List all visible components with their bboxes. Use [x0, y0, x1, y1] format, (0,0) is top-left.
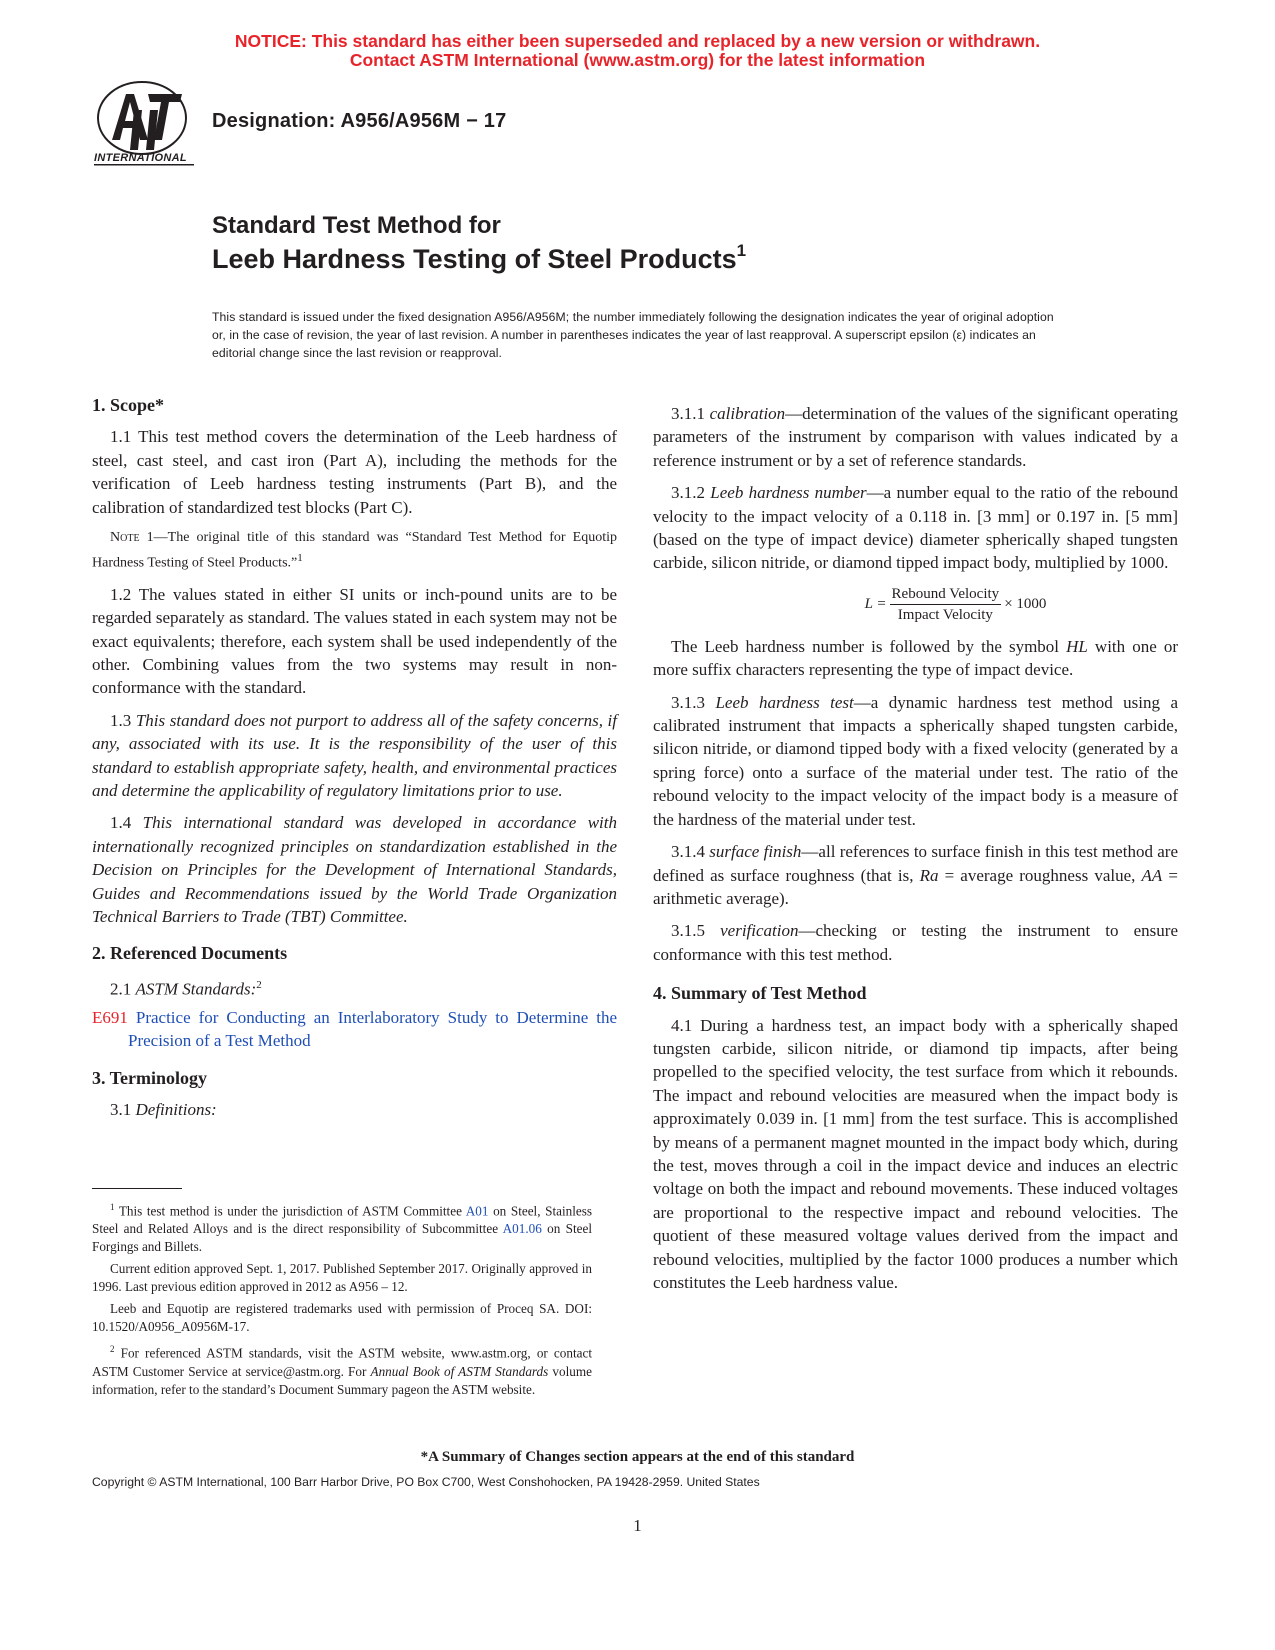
def-3-1-5-num: 3.1.5: [671, 921, 721, 941]
title-line-1: Standard Test Method for: [212, 212, 501, 239]
para-4-1: 4.1 During a hardness test, an impact body with a spherically shaped tungsten carbide, silicon nitride, or diamond tip impacts, after being propelled to the specified velocity, the test surface from which it rebounds. The impact and rebound velocities are measured when the impact body is approximately 0.039 in. [1 mm] from the test surface. This is accomplished by means of a permanent magnet mounted in the impact body which, during the test, moves through a coil in the impact device and induces an electric voltage on both the impact and rebound movements. These induced voltages are proportional to the respective impact and rebound velocities. The quotient of these measured voltage values derived from the impact and rebound velocities, multiplied by the factor 1000 produces a number which constitutes the Leeb hardness value.: [653, 1015, 1178, 1292]
def-3-1-4-text-a: —all references to surface finish in this test method are defined as surface roughness (that is,: [653, 842, 1178, 885]
footnote-1-text-a: This test method is under the jurisdiction of ASTM Committee: [114, 1203, 466, 1219]
para-3-1-text: Definitions:: [135, 1100, 217, 1120]
footnote-1-trademarks: Leeb and Equotip are registered trademarks used with permission of Proceq SA. DOI: 10.1520/A0956_A0956M-17.: [92, 1301, 592, 1335]
equation-lhs: L =: [864, 595, 887, 612]
equation-denominator: Impact Velocity: [897, 606, 993, 623]
left-column: [92, 395, 617, 1130]
title-line-2: [212, 243, 746, 275]
page-number: 1: [633, 1516, 642, 1535]
designation: Designation: A956/A956M − 17: [212, 110, 507, 132]
issuance-statement: This standard is issued under the fixed designation A956/A956M; the number immediately following the designation indicates the year of original adoption or, in the case of revision, the year of last revision. A number in parentheses indicates the year of last reapproval. A superscript epsilon (ε) indicates an editorial change since the last revision or reapproval.: [212, 310, 1054, 360]
footnote-2-marker: 2: [110, 1344, 115, 1355]
def-3-1-2-text: —a number equal to the ratio of the rebound velocity to the impact velocity of a 0.118 in. [3 mm] or 0.197 in. [5 mm] (based on the type of impact device) diameter spherically shaped tungsten carbide, silicon nitride, or diamond tipped impact body, multiplied by 1000.: [653, 483, 1179, 573]
def-3-1-5-term: verification: [720, 921, 799, 941]
def-3-1-5: [653, 919, 1178, 966]
def-3-1-4: [653, 840, 1178, 910]
def-3-1-5-text: —checking or testing the instrument to ensure conformance with this test method.: [653, 921, 1178, 964]
def-3-1-3-num: 3.1.3: [671, 692, 716, 712]
para-1-3: [92, 709, 617, 803]
def-3-1-2-term: Leeb hardness number: [710, 483, 867, 503]
note-1: [92, 528, 617, 574]
footnote-2-italic: Annual Book of ASTM Standards: [370, 1363, 549, 1379]
copyright-line: Copyright © ASTM International, 100 Barr Harbor Drive, PO Box C700, West Conshohocken, PA 19428-2959. United States: [92, 1475, 760, 1489]
para-3-1: [92, 1098, 617, 1121]
para-1-3-num: 1.3: [110, 710, 136, 730]
def-3-1-4-text-c: = arithmetic average).: [653, 865, 1179, 908]
notice-line-1: NOTICE: This standard has either been superseded and replaced by a new version or withdrawn.: [234, 31, 1041, 51]
def-3-1-4-text-b: = average roughness value,: [938, 865, 1142, 885]
hl-pre: The Leeb hardness number is followed by the symbol: [671, 636, 1067, 656]
e691-code-link[interactable]: E691: [92, 1007, 128, 1027]
footnote-1-edition: Current edition approved Sept. 1, 2017. Published September 2017. Originally approved in 1996. Last previous edition approved in 2012 as A956 – 12.: [92, 1261, 592, 1295]
title-text: Leeb Hardness Testing of Steel Products: [212, 244, 737, 274]
section-4-heading: 4. Summary of Test Method: [653, 983, 867, 1004]
reference-e691[interactable]: [92, 1006, 617, 1053]
para-1-2: 1.2 The values stated in either SI units or inch-pound units are to be regarded separately as standard. The values stated in each system may not be exact equivalents; therefore, each system shall be used independently of the other. Combining values from the two systems may result in non-conformance with the standard.: [92, 584, 617, 698]
def-3-1-4-aa: AA: [1141, 865, 1163, 885]
para-2-1: [92, 974, 617, 1001]
footnote-2: [92, 1340, 592, 1398]
summary-of-changes-note: *A Summary of Changes section appears at the end of this standard: [420, 1449, 855, 1465]
footnotes: [92, 1198, 592, 1403]
notice-line-2: Contact ASTM International (www.astm.org) for the latest information: [349, 50, 926, 70]
equation-numerator: Rebound Velocity: [890, 584, 1002, 605]
note-1-text: —The original title of this standard was “Standard Test Method for Equotip Hardness Testing of Steel Products.”: [92, 530, 617, 571]
def-3-1-4-num: 3.1.4: [671, 842, 710, 862]
footnote-2-text-a: For referenced ASTM standards, visit the ASTM website, www.astm.org, or contact ASTM Customer Service at service@astm.org. For: [92, 1345, 592, 1379]
footnote-2-text-b: volume information, refer to the standard’s Document Summary pageon the ASTM website.: [92, 1363, 592, 1397]
note-1-sup: 1: [297, 552, 303, 565]
right-column: [653, 402, 1178, 1303]
supersession-notice: [0, 32, 1275, 70]
footnote-1-text-b: on Steel, Stainless Steel and Related Alloys and is the direct responsibility of Subcommittee: [92, 1203, 592, 1237]
e691-title-link[interactable]: Practice for Conducting an Interlaboratory Study to Determine the Precision of a Test Method: [127, 1007, 617, 1051]
def-3-1-1-term: calibration: [709, 404, 786, 423]
note-1-label: Note 1: [110, 530, 154, 546]
footnote-1: [92, 1198, 592, 1256]
def-3-1-4-ra: Ra: [919, 865, 939, 885]
para-2-1-sup: 2: [256, 978, 262, 991]
def-3-1-2: [653, 481, 1178, 575]
def-3-1-3-term: Leeb hardness test: [715, 692, 854, 712]
section-2-heading: 2. Referenced Documents: [92, 943, 288, 964]
para-2-1-num: 2.1: [110, 979, 136, 999]
committee-a01-link[interactable]: A01: [465, 1203, 489, 1219]
astm-logo: [90, 80, 200, 178]
footnote-divider: [92, 1188, 182, 1189]
subcommittee-a01-06-link[interactable]: A01.06: [502, 1221, 542, 1237]
def-3-1-2-num: 3.1.2: [671, 483, 711, 503]
def-3-1-3: [653, 691, 1178, 831]
def-3-1-1-text: —determination of the values of the significant operating parameters of the instrument by comparison with values indicated by a reference instrument or by a set of reference standards.: [653, 404, 1179, 470]
def-3-1-4-term: surface finish: [709, 842, 802, 862]
hl-post: with one or more suffix characters representing the type of impact device.: [653, 636, 1179, 680]
leeb-equation: [733, 584, 1178, 625]
equation-rhs: × 1000: [1004, 595, 1047, 612]
section-1-heading: 1. Scope*: [92, 395, 164, 415]
def-3-1-3-text: —a dynamic hardness test method using a calibrated instrument that impacts a spherically shaped tungsten carbide, silicon nitride, or diamond tipped body with a fixed velocity (generated by a spring force) onto a surface of the material under test. The ratio of the rebound velocity to the impact velocity of the impact body is a measure of the hardness of the material under test.: [653, 692, 1178, 829]
para-1-3-text: This standard does not purport to address all of the safety concerns, if any, associated with its use. It is the responsibility of the user of this standard to establish appropriate safety, health, and environmental practices and determine the applicability of regulatory limitations prior to use.: [92, 710, 617, 800]
section-3-heading: 3. Terminology: [92, 1067, 208, 1088]
para-1-1: 1.1 This test method covers the determination of the Leeb hardness of steel, cast steel, and cast iron (Part A), including the methods for the verification of Leeb hardness testing instruments (Part B), and the calibration of standardized test blocks (Part C).: [92, 427, 617, 517]
para-1-4-text: This international standard was developed in accordance with internationally recognized principles on standardization established in the Decision on Principles for the Development of International Standards, Guides and Recommendations issued by the World Trade Organization Technical Barriers to Trade (TBT) Committee.: [92, 813, 617, 926]
hl-symbol: HL: [1066, 636, 1088, 656]
footnote-1-marker: 1: [110, 1202, 115, 1212]
def-3-1-1-num: 3.1.1: [671, 404, 710, 423]
equation-fraction: [890, 584, 1002, 625]
title-footnote-ref: 1: [736, 241, 747, 260]
para-3-1-num: 3.1: [110, 1100, 136, 1120]
para-1-4-num: 1.4: [110, 813, 143, 833]
para-2-1-text: ASTM Standards:: [135, 979, 257, 999]
def-3-1-1: [653, 402, 1178, 472]
logo-text: INTERNATIONAL: [94, 152, 187, 164]
para-1-4: [92, 811, 617, 928]
hl-symbol-para: [653, 635, 1178, 682]
footnote-1-text-c: on Steel Forgings and Billets.: [92, 1221, 592, 1255]
